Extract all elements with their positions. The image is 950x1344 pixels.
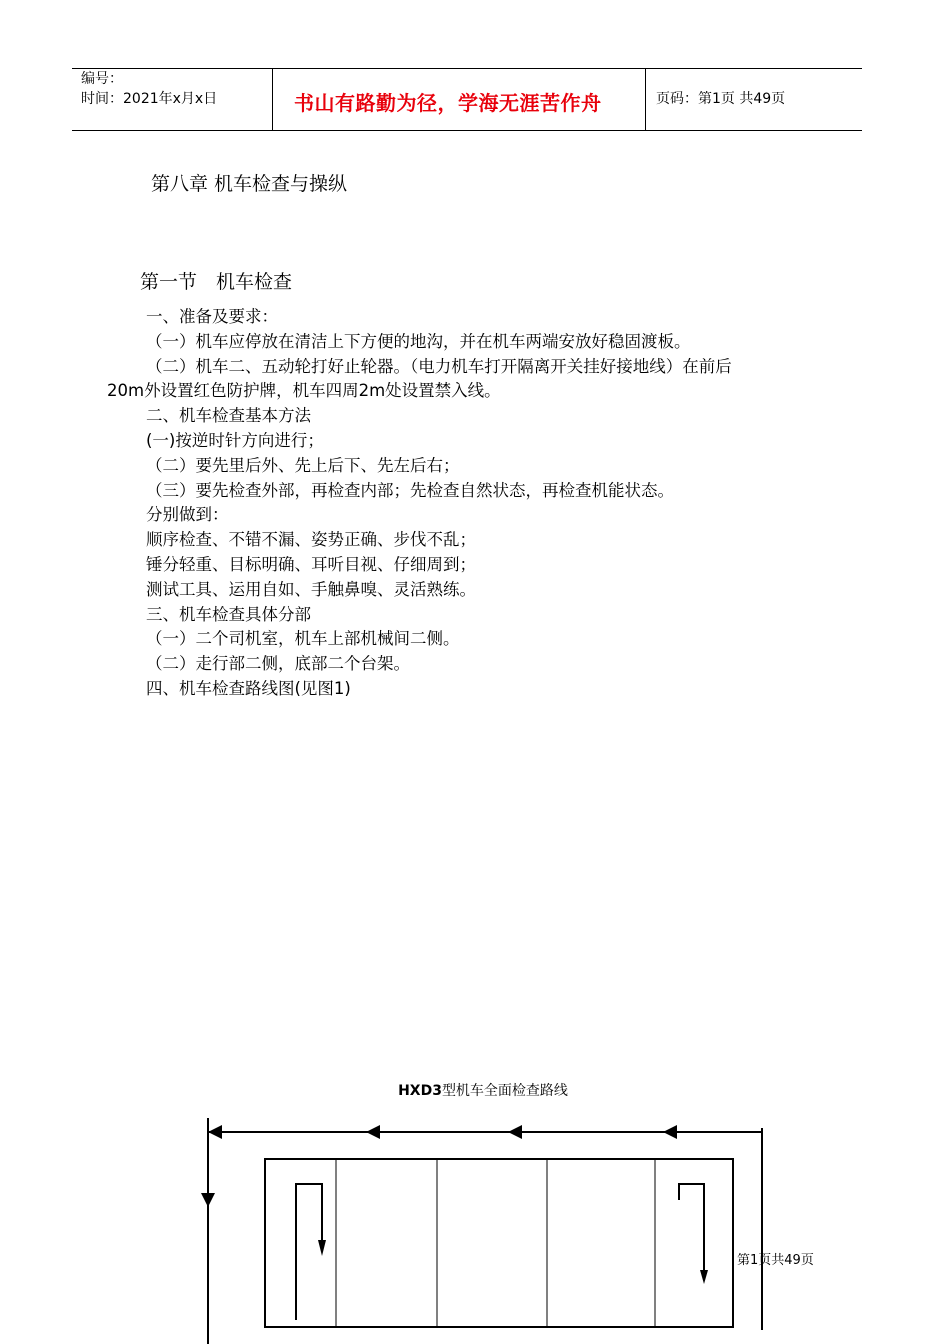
left-cab-arrow (318, 1240, 326, 1256)
locomotive-body (265, 1159, 733, 1327)
body-line: （一）机车应停放在清洁上下方便的地沟，并在机车两端安放好稳固渡板。 (146, 331, 691, 351)
header-top-rule (72, 68, 862, 69)
route-left-arrow (663, 1125, 677, 1139)
header-number-label: 编号： (81, 71, 123, 87)
body-text (107, 305, 847, 702)
diagram-title-model: HXD3 (398, 1083, 442, 1099)
section-title: 第一节 机车检查 (140, 271, 293, 293)
header-motto: 书山有路勤为径，学海无涯苦作舟 (294, 91, 602, 115)
body-line: 顺序检查、不错不漏、姿势正确、步伐不乱； (146, 530, 476, 550)
body-line: 分别做到： (146, 505, 229, 525)
body-line: 二、机车检查基本方法 (146, 406, 311, 426)
header-divider-left (272, 68, 273, 130)
body-line: 三、机车检查具体分部 (146, 604, 311, 624)
header-time-label: 时间：2021年x月x日 (81, 91, 218, 107)
header-bottom-rule (72, 130, 862, 131)
inspection-route-diagram (0, 1100, 950, 1344)
right-cab-arrow (700, 1270, 708, 1284)
body-line: 四、机车检查路线图(见图1) (146, 678, 351, 698)
body-line: （一）二个司机室，机车上部机械间二侧。 (146, 629, 460, 649)
body-line: （二）要先里后外、先上后下、先左后右； (146, 455, 460, 475)
body-line: 测试工具、运用自如、手触鼻嗅、灵活熟练。 (146, 579, 476, 599)
body-line: 一、准备及要求： (146, 307, 278, 326)
right-cab-route (679, 1184, 704, 1272)
route-down-arrow (201, 1193, 215, 1207)
body-line: (一)按逆时针方向进行； (146, 430, 324, 450)
left-cab-route (296, 1184, 322, 1320)
footer-page-info: 第1页共49页 (737, 1253, 814, 1268)
diagram-title-text: 型机车全面检查路线 (441, 1083, 568, 1099)
body-line: （二）机车二、五动轮打好止轮器。（电力机车打开隔离开关挂好接地线）在前后 (146, 356, 732, 376)
diagram-title (0, 1080, 950, 1100)
body-line: 20m外设置红色防护牌，机车四周2m处设置禁入线。 (107, 381, 501, 401)
body-line: （三）要先检查外部，再检查内部；先检查自然状态，再检查机能状态。 (146, 480, 674, 500)
chapter-title: 第八章 机车检查与操纵 (151, 173, 348, 195)
header-page-info: 页码：第1页 共49页 (656, 91, 786, 107)
route-left-arrow (366, 1125, 380, 1139)
route-left-arrow (508, 1125, 522, 1139)
route-left-arrow (208, 1125, 222, 1139)
body-line: （二）走行部二侧，底部二个台架。 (146, 654, 410, 674)
body-line: 锤分轻重、目标明确、耳听目视、仔细周到； (146, 554, 476, 574)
header-divider-right (645, 68, 646, 130)
